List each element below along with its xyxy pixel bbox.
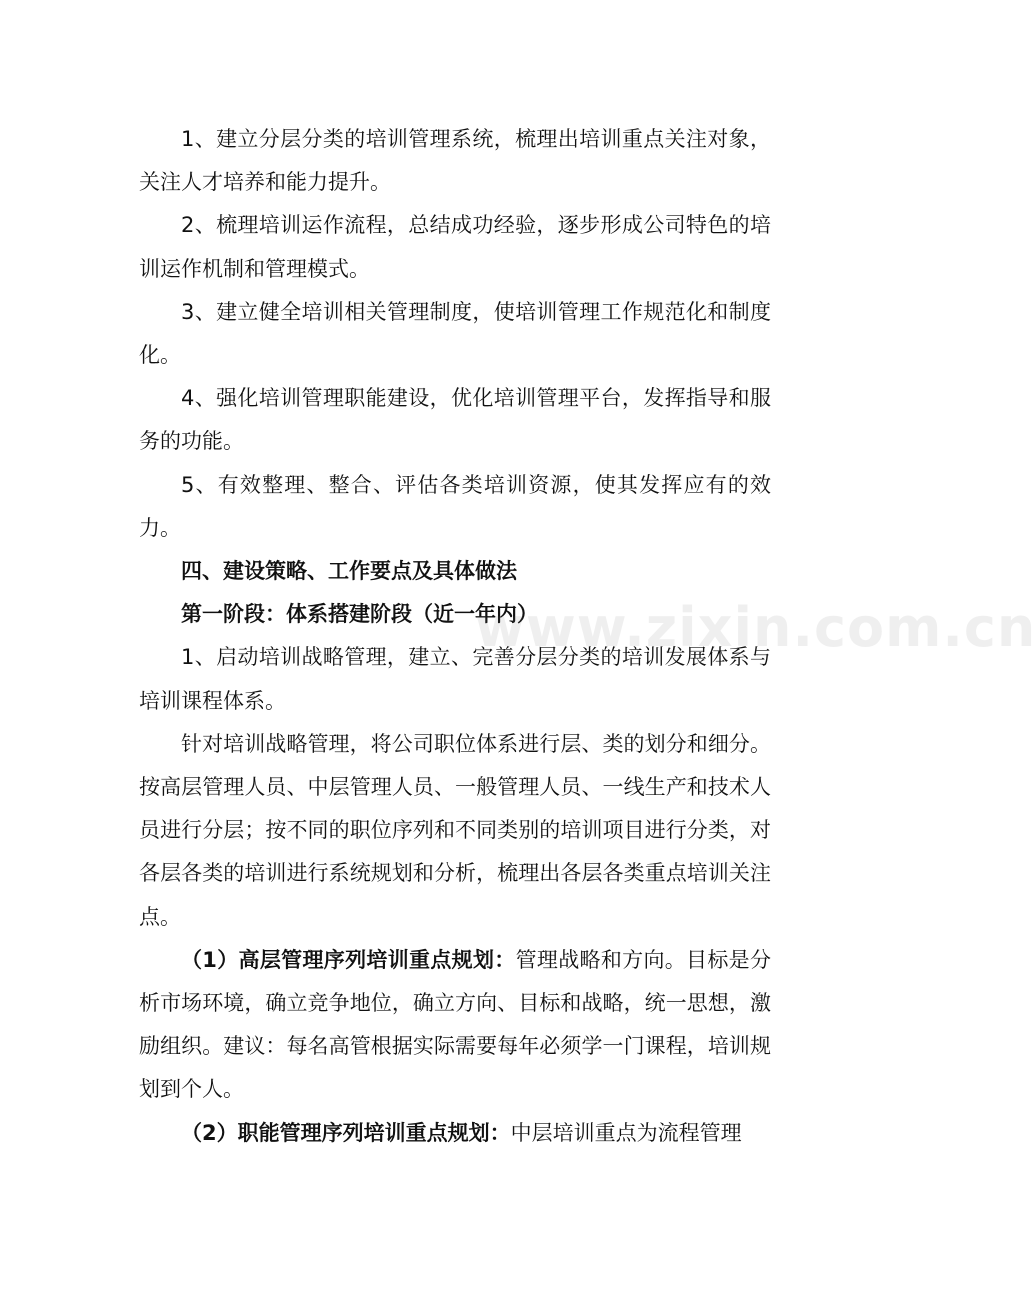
item-text-1: 管理战略和方向。目标是分析市场环境，确立竞争地位，确立方向、目标和战略，统一思想，激励组织。建议：每名高管根据实际需要每年必须学一门课程，培训规划到个人。 [139, 947, 771, 1102]
paragraph-3: 3、建立健全培训相关管理制度，使培训管理工作规范化和制度化。 [139, 299, 771, 368]
item-label-2: （2）职能管理序列培训重点规划： [181, 1120, 511, 1145]
paragraph-5: 5、有效整理、整合、评估各类培训资源，使其发挥应有的效力。 [139, 472, 771, 540]
item-paragraph-1 [139, 939, 771, 1112]
stage-paragraph-1: 1、启动培训战略管理，建立、完善分层分类的培训发展体系与培训课程体系。 [139, 645, 771, 713]
stage-heading: 第一阶段：体系搭建阶段（近一年内） [181, 602, 538, 627]
section-heading: 四、建设策略、工作要点及具体做法 [181, 559, 517, 584]
item-label-1: （1）高层管理序列培训重点规划： [181, 947, 516, 972]
item-paragraph-2 [139, 1112, 771, 1155]
paragraph-1: 1、建立分层分类的培训管理系统，梳理出培训重点关注对象，关注人才培养和能力提升。 [139, 127, 771, 195]
watermark: www.zixin.com.cn [475, 596, 1036, 659]
paragraph-4: 4、强化培训管理职能建设，优化培训管理平台，发挥指导和服务的功能。 [139, 386, 771, 454]
paragraph-2: 2、梳理培训运作流程，总结成功经验，逐步形成公司特色的培训运作机制和管理模式。 [139, 213, 771, 281]
stage-paragraph-2: 针对培训战略管理，将公司职位体系进行层、类的划分和细分。按高层管理人员、中层管理人员、一般管理人员、一线生产和技术人员进行分层；按不同的职位序列和不同类别的培训项目进行分类，对各层各类的培训进行系统规划和分析，梳理出各层各类重点培训关注点。 [139, 731, 771, 929]
item-text-2: 中层培训重点为流程管理 [510, 1120, 742, 1145]
